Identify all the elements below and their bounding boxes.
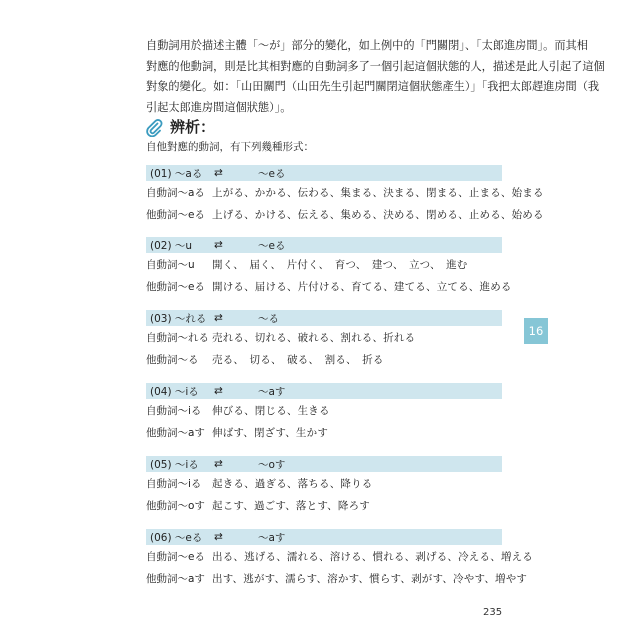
row-words: 上げる、かける、伝える、集める、決める、閉める、止める、始める <box>212 209 544 221</box>
row-words: 出る、逃げる、濡れる、溶ける、慣れる、剥げる、冷える、増える <box>212 551 533 563</box>
section-ending: 〜eる <box>258 239 286 252</box>
verb-pair-section <box>146 383 502 443</box>
subtitle: 自他對應的動詞，有下列幾種形式： <box>146 141 314 153</box>
verb-row <box>146 256 502 275</box>
verb-row <box>146 475 502 494</box>
row-words: 売れる、切れる、破れる、割れる、折れる <box>212 332 416 344</box>
section-header-bar <box>146 383 502 399</box>
section-code: (02) 〜u <box>150 239 193 252</box>
intro-line: 對象的變化。如：「山田關門（山田先生引起門關閉這個狀態產生）」「我把太郎趕進房間（我 <box>146 80 600 93</box>
page-number: 235 <box>483 607 503 618</box>
verb-pair-section <box>146 310 502 370</box>
verb-row <box>146 329 502 348</box>
paperclip-icon <box>144 117 164 137</box>
row-words: 開く、 届く、 片付く、 育つ、 建つ、 立つ、 進む <box>212 259 468 271</box>
row-label: 自動詞〜u <box>146 259 195 271</box>
section-header-bar <box>146 165 502 181</box>
verb-row <box>146 548 533 567</box>
section-code: (01) 〜aる <box>150 167 203 180</box>
row-label: 自動詞〜eる <box>146 551 205 563</box>
exchange-icon: ⇄ <box>214 385 223 397</box>
verb-row <box>146 351 502 370</box>
row-words: 上がる、かかる、伝わる、集まる、決まる、閉まる、止まる、始まる <box>212 187 544 199</box>
verb-row <box>146 424 502 443</box>
exchange-icon: ⇄ <box>214 458 223 470</box>
verb-row <box>146 206 544 225</box>
row-label: 他動詞〜aす <box>146 573 205 585</box>
exchange-icon: ⇄ <box>214 312 223 324</box>
row-label: 他動詞〜eる <box>146 209 205 221</box>
section-ending: 〜eる <box>258 167 286 180</box>
exchange-icon: ⇄ <box>214 531 223 543</box>
row-label: 自動詞〜aる <box>146 187 205 199</box>
verb-row <box>146 184 544 203</box>
section-ending: 〜る <box>258 312 279 325</box>
row-words: 起こす、過ごす、落とす、降ろす <box>212 500 370 512</box>
verb-row <box>146 497 502 516</box>
verb-pair-section <box>146 165 544 225</box>
section-code: (03) 〜れる <box>150 312 207 325</box>
row-words: 出す、逃がす、濡らす、溶かす、慣らす、剥がす、冷やす、増やす <box>212 573 528 585</box>
row-label: 他動詞〜aす <box>146 427 205 439</box>
row-label: 自動詞〜iる <box>146 405 202 417</box>
verb-row <box>146 278 512 297</box>
section-header-bar <box>146 529 502 545</box>
section-code: (06) 〜eる <box>150 531 203 544</box>
section-code: (05) 〜iる <box>150 458 199 471</box>
intro-line: 自動詞用於描述主體「〜が」部分的變化，如上例中的「門關閉」、「太郎進房間」。而其相 <box>146 39 588 52</box>
row-words: 開ける、届ける、片付ける、育てる、建てる、立てる、進める <box>212 281 512 293</box>
intro-paragraph <box>146 36 605 118</box>
chapter-tab: 16 <box>524 318 548 344</box>
row-words: 売る、 切る、 破る、 割る、 折る <box>212 354 384 366</box>
verb-pair-section <box>146 529 533 589</box>
row-words: 起きる、過ぎる、落ちる、降りる <box>212 478 373 490</box>
row-label: 他動詞〜eる <box>146 281 205 293</box>
verb-row <box>146 570 528 589</box>
section-header-bar <box>146 237 502 253</box>
verb-pair-section <box>146 456 502 516</box>
section-code: (04) 〜iる <box>150 385 199 398</box>
intro-line: 對應的他動詞，則是比其相對應的自動詞多了一個引起這個狀態的人，描述是此人引起了這個 <box>146 59 605 73</box>
row-words: 伸びる、閉じる、生きる <box>212 405 330 417</box>
row-label: 自動詞〜れる <box>146 332 209 344</box>
row-label: 他動詞〜る <box>146 354 199 366</box>
section-ending: 〜aす <box>258 385 286 398</box>
row-label: 自動詞〜iる <box>146 478 202 490</box>
verb-pair-section <box>146 237 512 297</box>
row-words: 伸ばす、閉ざす、生かす <box>212 427 329 439</box>
section-header-bar <box>146 456 502 472</box>
row-label: 他動詞〜oす <box>146 500 205 512</box>
section-ending: 〜oす <box>258 458 286 471</box>
verb-row <box>146 402 502 421</box>
section-ending: 〜aす <box>258 531 286 544</box>
exchange-icon: ⇄ <box>214 167 223 179</box>
heading-title: 辨析： <box>170 118 216 136</box>
exchange-icon: ⇄ <box>214 239 223 251</box>
intro-line: 引起太郎進房間這個狀態）」。 <box>146 100 292 114</box>
section-heading <box>144 116 215 137</box>
section-header-bar <box>146 310 502 326</box>
